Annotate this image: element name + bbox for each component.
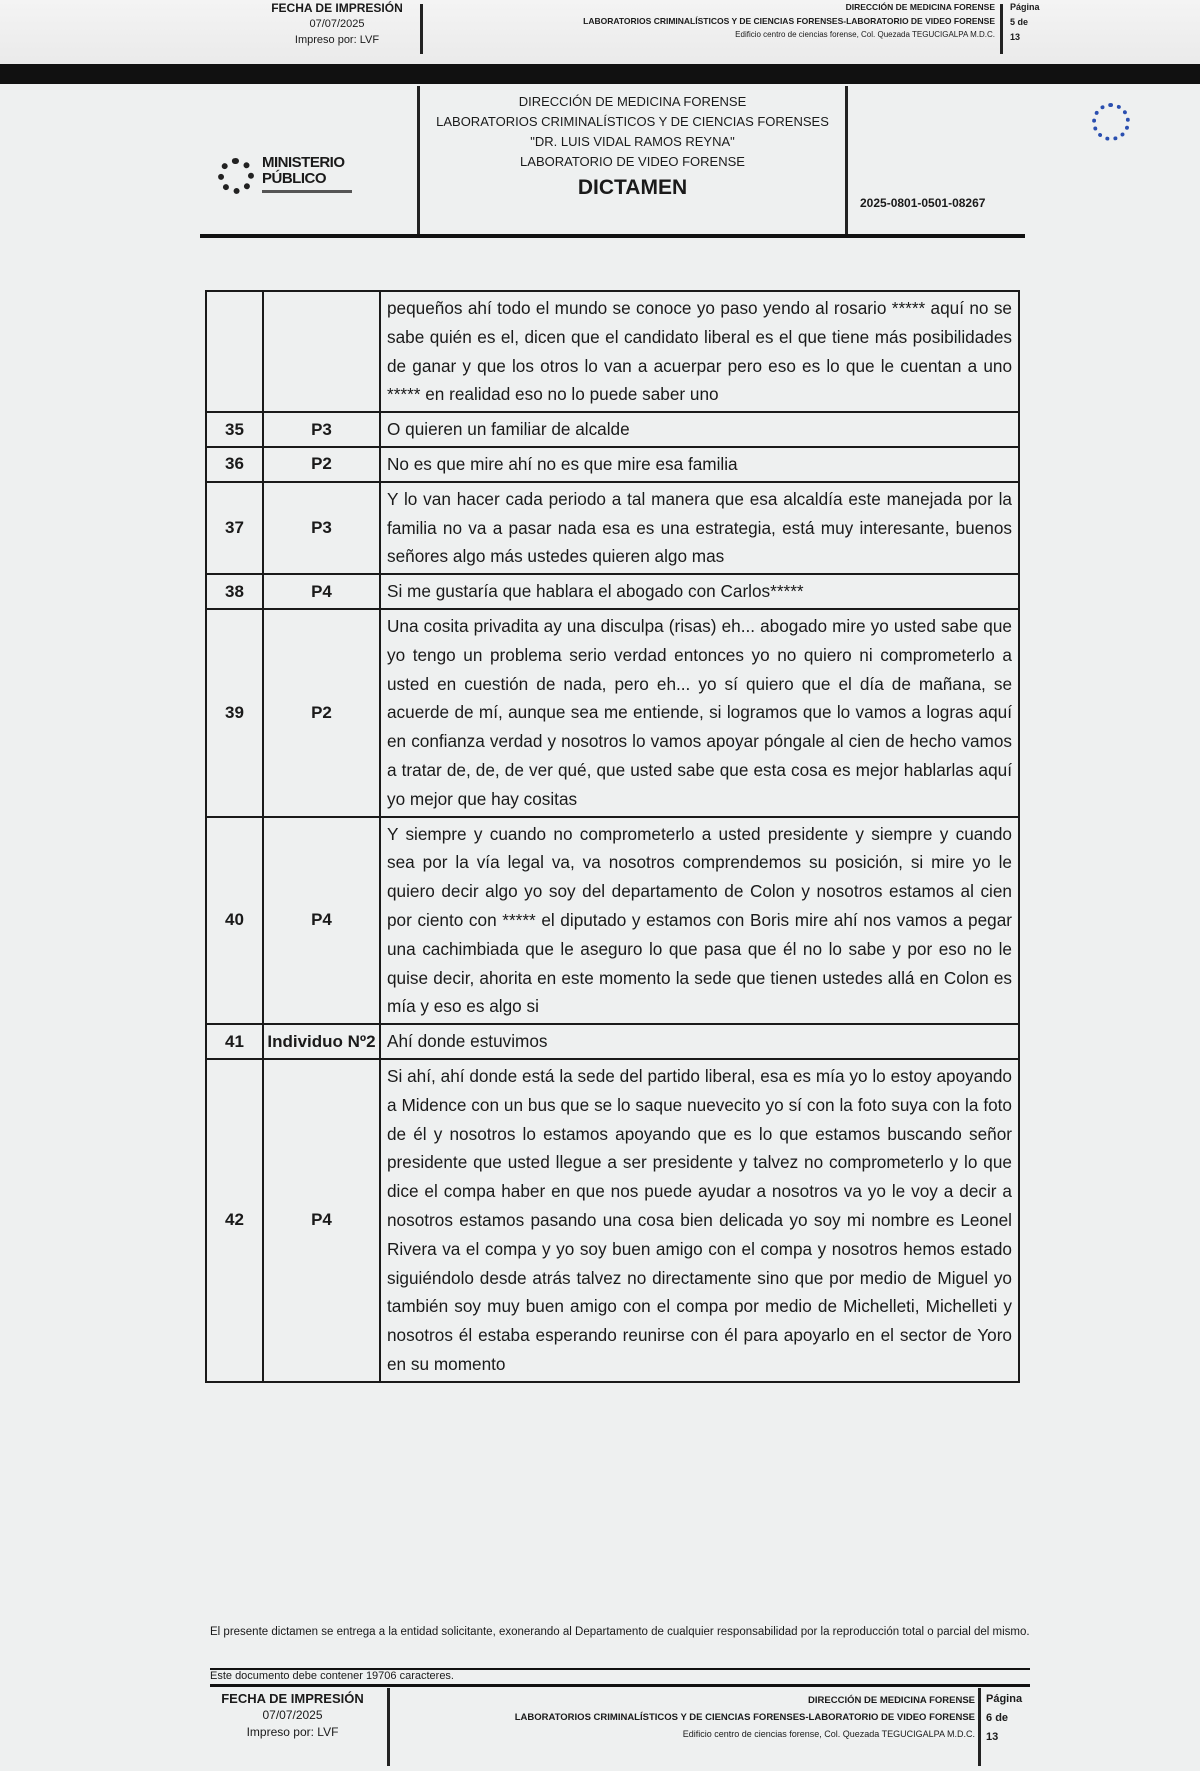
footer-page-of: de: [995, 1712, 1009, 1724]
row-text: O quieren un familiar de alcalde: [380, 412, 1019, 447]
header-rule: [200, 234, 1025, 238]
row-speaker: P3: [263, 482, 380, 574]
row-text: Y siempre y cuando no comprometerlo a usted presidente y siempre y cuando sea por la vía legal va, va nosotros comprendemos su posición, si mire yo le quiero decir algo yo soy del departamento de Colon y nosotros estamos al cien por ciento con ***** el diputado y estamos con Boris mire ahí nos vamos a pegar una cachimbiada que le aseguro lo que pasa que él no lo sabe y por eso no le quise decir, ahorita en este momento la sede que tienen ustedes allá en Colon es mía y eso es algo si: [380, 817, 1019, 1025]
row-speaker: P4: [263, 1059, 380, 1382]
prev-page-total: 13: [1010, 32, 1021, 42]
table-row: [206, 291, 1019, 412]
prev-page-info: [1010, 0, 1060, 45]
footer-dept: DIRECCIÓN DE MEDICINA FORENSE: [808, 1695, 975, 1706]
row-number: 42: [206, 1059, 263, 1382]
footer-address: Edificio centro de ciencias forense, Col. Quezada TEGUCIGALPA M.D.C.: [682, 1729, 975, 1739]
row-speaker: [263, 291, 380, 412]
table-row: [206, 1059, 1019, 1382]
row-number: [206, 291, 263, 412]
table-row: [206, 482, 1019, 574]
row-text: pequeños ahí todo el mundo se conoce yo paso yendo al rosario ***** aquí no se sabe quién es el, dicen que el candidato liberal es el que tiene más posibilidades de ganar y que los otros lo van a acuerpar pero eso es lo que le cuentan a uno ***** en realidad eso no lo puede saber uno: [380, 291, 1019, 412]
table-row: [206, 574, 1019, 609]
table-row: [206, 609, 1019, 817]
footer-print-date-label: FECHA DE IMPRESIÓN: [221, 1691, 364, 1706]
eu-stars-logo-icon: [1092, 103, 1130, 141]
prev-printed-by: Impreso por: LVF: [294, 34, 380, 46]
prev-dept: DIRECCIÓN DE MEDICINA FORENSE: [845, 2, 995, 12]
char-count: Este documento debe contener 19706 caracteres.: [210, 1670, 454, 1682]
logo-text: [262, 155, 345, 187]
prev-dept-info: [470, 0, 995, 42]
prev-lab: LABORATORIOS CRIMINALÍSTICOS Y DE CIENCIAS FORENSES-LABORATORIO DE VIDEO FORENSE: [583, 16, 995, 26]
footer-divider: [387, 1688, 390, 1766]
row-speaker: P2: [263, 447, 380, 482]
disclaimer: El presente dictamen se entrega a la entidad solicitante, exonerando al Departamento de cualquier responsabilidad por la reproducción total o parcial del mismo.: [210, 1626, 1030, 1638]
prev-page-num: 5: [1010, 17, 1016, 27]
row-speaker: P4: [263, 817, 380, 1025]
row-number: 39: [206, 609, 263, 817]
footer-divider-2: [978, 1688, 981, 1766]
logo-line1: MINISTERIO: [262, 154, 345, 171]
header-line1: DIRECCIÓN DE MEDICINA FORENSE: [518, 94, 747, 109]
document-title: DICTAMEN: [577, 176, 688, 199]
page-separator: [0, 64, 1200, 84]
footer-page-label: Página: [986, 1693, 1023, 1705]
row-number: 40: [206, 817, 263, 1025]
table-row: [206, 447, 1019, 482]
row-text: Y lo van hacer cada periodo a tal manera que esa alcaldía este manejada por la familia no va a pasar nada esa es una estrategia, está muy interesante, buenos señores algo más ustedes quieren algo mas: [380, 482, 1019, 574]
prev-divider-2: [1000, 4, 1003, 54]
row-speaker: P3: [263, 412, 380, 447]
row-text: Una cosita privadita ay una disculpa (risas) eh... abogado mire yo usted sabe que yo tengo un problema serio verdad entonces yo no quiero ni comprometerlo a usted en cuestión de nada, pero eh... yo sí quiero que el día de mañana, se acuerde de mí, aunque sea me entiende, si logramos que lo vamos a logras aquí en confianza verdad y nosotros lo vamos apoyar póngale al cien de hecho vamos a tratar de, de, de ver qué, que usted sabe que esta cosa es mejor hablarlas aquí yo mejor que hay cositas: [380, 609, 1019, 817]
logo-underline: [262, 190, 352, 193]
prev-address: Edificio centro de ciencias forense, Col. Quezada TEGUCIGALPA M.D.C.: [735, 30, 995, 39]
row-speaker: Individuo Nº2: [263, 1024, 380, 1059]
header-line3: "DR. LUIS VIDAL RAMOS REYNA": [530, 134, 735, 149]
row-number: 37: [206, 482, 263, 574]
footer-print-info: [215, 1690, 370, 1741]
prev-page-label: Página: [1010, 2, 1040, 12]
row-text: Ahí donde estuvimos: [380, 1024, 1019, 1059]
row-number: 35: [206, 412, 263, 447]
row-number: 41: [206, 1024, 263, 1059]
footer-rule-2: [210, 1684, 1030, 1687]
header-line4: LABORATORIO DE VIDEO FORENSE: [520, 154, 745, 169]
case-code: 2025-0801-0501-08267: [860, 196, 986, 210]
row-speaker: P2: [263, 609, 380, 817]
row-text: Si ahí, ahí donde está la sede del partido liberal, esa es mía yo lo estoy apoyando a Midence con un bus que se lo saque nuevecito yo sí con la foto suya con la foto de él y nosotros lo estamos apoyando que es lo que estamos buscando señor presidente que usted llegue a ser presidente y talvez no comprometerlo y lo que dice el compa haber en que nos puede ayudar a nosotros va yo le voy a decir a nosotros estamos pasando una cosa bien delicada yo soy mi nombre es Leonel Rivera va el compa y yo soy buen amigo con el compa y nosotros hemos estado siguiéndolo desde atrás talvez no directamente sino que por medio de Miguel yo también soy muy buen amigo con el compa por medio de Michelleti, Michelleti y nosotros él estaba esperando reunirse con él para apoyarlo en el sector de Yoro en su momento: [380, 1059, 1019, 1382]
ministerio-publico-logo-icon: [218, 158, 254, 194]
footer-lab: LABORATORIOS CRIMINALÍSTICOS Y DE CIENCIAS FORENSES-LABORATORIO DE VIDEO FORENSE: [514, 1712, 975, 1723]
prev-page-of: de: [1017, 17, 1029, 27]
row-number: 36: [206, 447, 263, 482]
prev-print-date: 07/07/2025: [309, 18, 365, 30]
footer-printed-by: Impreso por: LVF: [246, 1725, 339, 1739]
row-number: 38: [206, 574, 263, 609]
logo-line2: PÚBLICO: [262, 170, 326, 187]
prev-print-date-label: FECHA DE IMPRESIÓN: [271, 1, 403, 15]
footer-page-info: [986, 1690, 1031, 1747]
header-divider-right: [845, 86, 848, 236]
transcript-table: [205, 290, 1020, 1383]
header-line2: LABORATORIOS CRIMINALÍSTICOS Y DE CIENCIAS FORENSES: [436, 114, 829, 129]
row-text: No es que mire ahí no es que mire esa familia: [380, 447, 1019, 482]
footer-dept-info: [395, 1692, 975, 1743]
row-text: Si me gustaría que hablara el abogado con Carlos*****: [380, 574, 1019, 609]
table-row: [206, 412, 1019, 447]
prev-divider: [420, 4, 423, 54]
table-row: [206, 1024, 1019, 1059]
footer-print-date: 07/07/2025: [262, 1708, 323, 1722]
footer-page-total: 13: [986, 1731, 999, 1743]
table-row: [206, 817, 1019, 1025]
row-speaker: P4: [263, 574, 380, 609]
prev-print-info: [262, 0, 412, 48]
footer-page-num: 6: [986, 1712, 993, 1724]
header-center: [420, 92, 845, 198]
